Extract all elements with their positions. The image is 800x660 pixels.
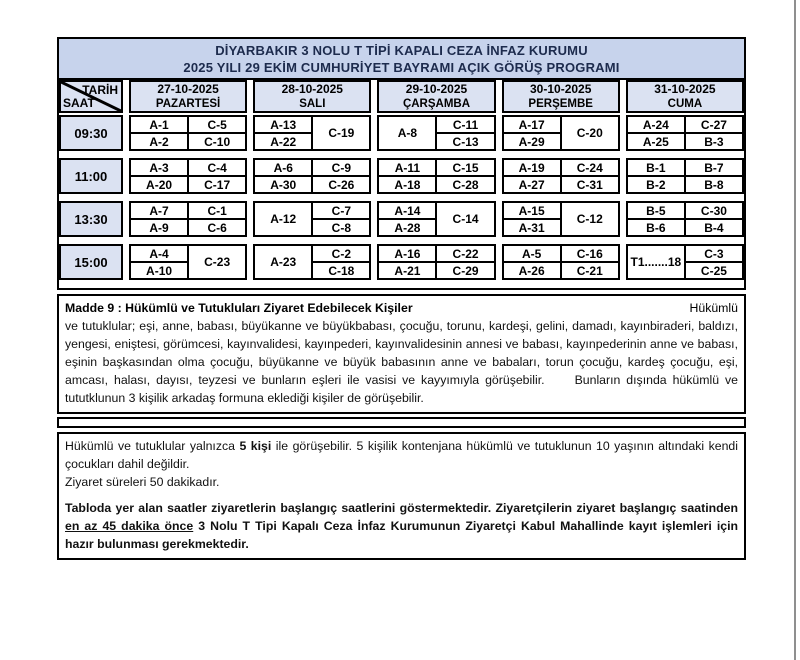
day-date: 28-10-2025 xyxy=(281,82,343,96)
schedule-cell: A-16 xyxy=(379,246,435,261)
schedule-cell: A-15 xyxy=(504,203,560,218)
day-block xyxy=(502,158,620,194)
visit-schedule-table xyxy=(57,37,746,290)
day-block xyxy=(377,158,495,194)
schedule-cell: A-23 xyxy=(255,246,311,278)
schedule-cell: A-31 xyxy=(504,220,560,235)
schedule-cell: C-21 xyxy=(562,263,618,278)
title-line-1: DİYARBAKIR 3 NOLU T TİPİ KAPALI CEZA İNFAZ KURUMU xyxy=(215,43,588,58)
schedule-cell: C-27 xyxy=(686,117,742,132)
schedule-cell: A-25 xyxy=(628,134,684,149)
time-label: 11:00 xyxy=(59,158,123,194)
madde9-heading-right-word: Hükümlü xyxy=(689,301,738,315)
schedule-cell: B-5 xyxy=(628,203,684,218)
table-title xyxy=(59,39,744,80)
time-label: 15:00 xyxy=(59,244,123,280)
schedule-cell: A-28 xyxy=(379,220,435,235)
schedule-cell: A-20 xyxy=(131,177,187,192)
schedule-cell: A-14 xyxy=(379,203,435,218)
schedule-cell: A-5 xyxy=(504,246,560,261)
schedule-cell: C-24 xyxy=(562,160,618,175)
schedule-row xyxy=(59,244,744,280)
day-block xyxy=(253,201,371,237)
schedule-cell: C-9 xyxy=(313,160,369,175)
schedule-cell: C-31 xyxy=(562,177,618,192)
schedule-cell: C-19 xyxy=(313,117,369,149)
corner-label-saat: SAAT xyxy=(63,96,95,110)
day-block xyxy=(129,115,247,151)
day-block xyxy=(253,158,371,194)
day-name: PERŞEMBE xyxy=(528,98,593,110)
day-header xyxy=(253,80,371,113)
schedule-cell: C-11 xyxy=(437,117,493,132)
day-header xyxy=(129,80,247,113)
schedule-cell: C-18 xyxy=(313,263,369,278)
schedule-cell: B-4 xyxy=(686,220,742,235)
day-name: PAZARTESİ xyxy=(155,98,221,110)
day-name: SALI xyxy=(299,98,326,110)
schedule-cell: A-30 xyxy=(255,177,311,192)
schedule-cell: C-30 xyxy=(686,203,742,218)
schedule-cell: A-6 xyxy=(255,160,311,175)
schedule-cell: A-19 xyxy=(504,160,560,175)
schedule-cell: A-1 xyxy=(131,117,187,132)
schedule-cell: A-24 xyxy=(628,117,684,132)
schedule-cell: A-17 xyxy=(504,117,560,132)
schedule-cell: A-8 xyxy=(379,117,435,149)
day-date: 29-10-2025 xyxy=(405,82,468,96)
schedule-cell: A-10 xyxy=(131,263,187,278)
schedule-cell: A-9 xyxy=(131,220,187,235)
day-block xyxy=(377,244,495,280)
schedule-cell: C-3 xyxy=(686,246,742,261)
day-block xyxy=(377,201,495,237)
rules-p3-post: 3 Nolu T Tipi Kapalı Ceza İnfaz Kurumunun Ziyaretçi Kabul Mahallinde kayıt işlemleri için hazır bulunması gerekmektedir. xyxy=(65,519,738,551)
rules-p3-underlined: en az 45 dakika önce xyxy=(65,519,194,533)
schedule-cell: A-7 xyxy=(131,203,187,218)
corner-cell-tarih-saat xyxy=(59,80,123,113)
day-date: 27-10-2025 xyxy=(157,82,219,96)
rules-paragraph-1 xyxy=(65,437,738,473)
rules-section xyxy=(57,432,746,560)
day-block xyxy=(129,201,247,237)
day-block xyxy=(253,244,371,280)
page-edge-line xyxy=(794,0,796,660)
day-date: 30-10-2025 xyxy=(530,82,592,96)
day-block xyxy=(626,244,744,280)
madde9-body-part2: Bunların dışında hükümlü ve tututklunun 3 kişilik arkadaş formuna eklediği kişiler de görüşebilir. xyxy=(65,373,738,405)
day-block xyxy=(626,158,744,194)
schedule-cell: C-26 xyxy=(313,177,369,192)
schedule-cell: C-14 xyxy=(437,203,493,235)
schedule-cell: A-3 xyxy=(131,160,187,175)
schedule-cell: A-21 xyxy=(379,263,435,278)
madde9-heading-line xyxy=(65,299,738,317)
rules-p1-post: ile görüşebilir. 5 kişilik kontenjana hükümlü ve tutuklunun 10 yaşının altındaki kendi çocukları dahil değildir. xyxy=(65,439,738,471)
day-block xyxy=(626,115,744,151)
title-line-2: 2025 YILI 29 EKİM CUMHURİYET BAYRAMI AÇIK GÖRÜŞ PROGRAMI xyxy=(183,60,620,75)
madde9-body xyxy=(65,317,738,407)
rules-p3-pre: Tabloda yer alan saatler ziyaretlerin başlangıç saatlerini göstermektedir. Ziyaretçilerin ziyaret başlangıç saatinden xyxy=(65,501,738,515)
schedule-body xyxy=(59,115,744,280)
rules-paragraph-2: Ziyaret süreleri 50 dakikadır. xyxy=(65,475,220,489)
day-header-row xyxy=(59,80,744,113)
day-block xyxy=(502,244,620,280)
schedule-cell: A-12 xyxy=(255,203,311,235)
rules-p1-bold: 5 kişi xyxy=(239,439,272,453)
schedule-cell: A-29 xyxy=(504,134,560,149)
schedule-cell: B-2 xyxy=(628,177,684,192)
schedule-cell: C-22 xyxy=(437,246,493,261)
schedule-cell: B-3 xyxy=(686,134,742,149)
madde9-heading: Madde 9 : Hükümlü ve Tutukluları Ziyaret Edebilecek Kişiler xyxy=(65,301,413,315)
day-block xyxy=(502,115,620,151)
schedule-cell: C-12 xyxy=(562,203,618,235)
schedule-row xyxy=(59,158,744,194)
rules-p1-pre: Hükümlü ve tutuklular yalnızca xyxy=(65,439,240,453)
schedule-cell: A-11 xyxy=(379,160,435,175)
schedule-cell: C-17 xyxy=(189,177,245,192)
time-label: 13:30 xyxy=(59,201,123,237)
schedule-cell: C-8 xyxy=(313,220,369,235)
schedule-cell: C-2 xyxy=(313,246,369,261)
corner-label-tarih: TARİH xyxy=(82,83,118,97)
day-name: CUMA xyxy=(667,98,703,110)
day-date: 31-10-2025 xyxy=(654,82,716,96)
schedule-cell: B-7 xyxy=(686,160,742,175)
day-block xyxy=(502,201,620,237)
schedule-cell: A-22 xyxy=(255,134,311,149)
schedule-cell: C-20 xyxy=(562,117,618,149)
madde9-section xyxy=(57,294,746,414)
schedule-cell: C-1 xyxy=(189,203,245,218)
day-block xyxy=(129,244,247,280)
schedule-cell: C-5 xyxy=(189,117,245,132)
schedule-row xyxy=(59,201,744,237)
schedule-cell: A-27 xyxy=(504,177,560,192)
schedule-cell: B-6 xyxy=(628,220,684,235)
schedule-cell: B-8 xyxy=(686,177,742,192)
empty-divider-strip xyxy=(57,417,746,428)
day-block xyxy=(253,115,371,151)
madde9-body-part1: ve tutuklular; eşi, anne, babası, büyükanne ve büyükbabası, çocuğu, torunu, kardeşi, gelini, damadı, kayınbiraderi, baldızı, yengesi, eniştesi, görümcesi, kayınvalidesi, kayınpederi, kayınvalidesinin annesi ve babası, kayınpederinin anne ve babası, eşinin başkasından olma çocuğu, büyükanne ve büyük babasının anne ve babaları, torun çocuğu, kardeş çocuğu, eşi, amcası, halası, dayısı, teyzesi ve bunların eşleri ile vasisi ve kayyımıyla görüşebilir. xyxy=(65,319,738,387)
schedule-cell: C-6 xyxy=(189,220,245,235)
time-label: 09:30 xyxy=(59,115,123,151)
schedule-cell: C-23 xyxy=(189,246,245,278)
day-block xyxy=(377,115,495,151)
day-name: ÇARŞAMBA xyxy=(402,98,471,110)
schedule-cell: C-13 xyxy=(437,134,493,149)
schedule-cell: A-4 xyxy=(131,246,187,261)
schedule-cell: A-26 xyxy=(504,263,560,278)
day-header xyxy=(377,80,495,113)
schedule-cell: C-10 xyxy=(189,134,245,149)
rules-paragraph-3 xyxy=(65,499,738,553)
schedule-cell: A-18 xyxy=(379,177,435,192)
schedule-cell: C-16 xyxy=(562,246,618,261)
schedule-cell: C-7 xyxy=(313,203,369,218)
schedule-cell: C-4 xyxy=(189,160,245,175)
blank-line xyxy=(65,491,738,499)
schedule-row xyxy=(59,115,744,151)
schedule-cell: B-1 xyxy=(628,160,684,175)
day-header xyxy=(502,80,620,113)
schedule-cell: T1.......18 xyxy=(628,246,684,278)
day-block xyxy=(129,158,247,194)
schedule-cell: C-28 xyxy=(437,177,493,192)
day-block xyxy=(626,201,744,237)
schedule-cell: A-2 xyxy=(131,134,187,149)
schedule-cell: A-13 xyxy=(255,117,311,132)
schedule-cell: C-29 xyxy=(437,263,493,278)
day-header xyxy=(626,80,744,113)
schedule-cell: C-25 xyxy=(686,263,742,278)
schedule-cell: C-15 xyxy=(437,160,493,175)
